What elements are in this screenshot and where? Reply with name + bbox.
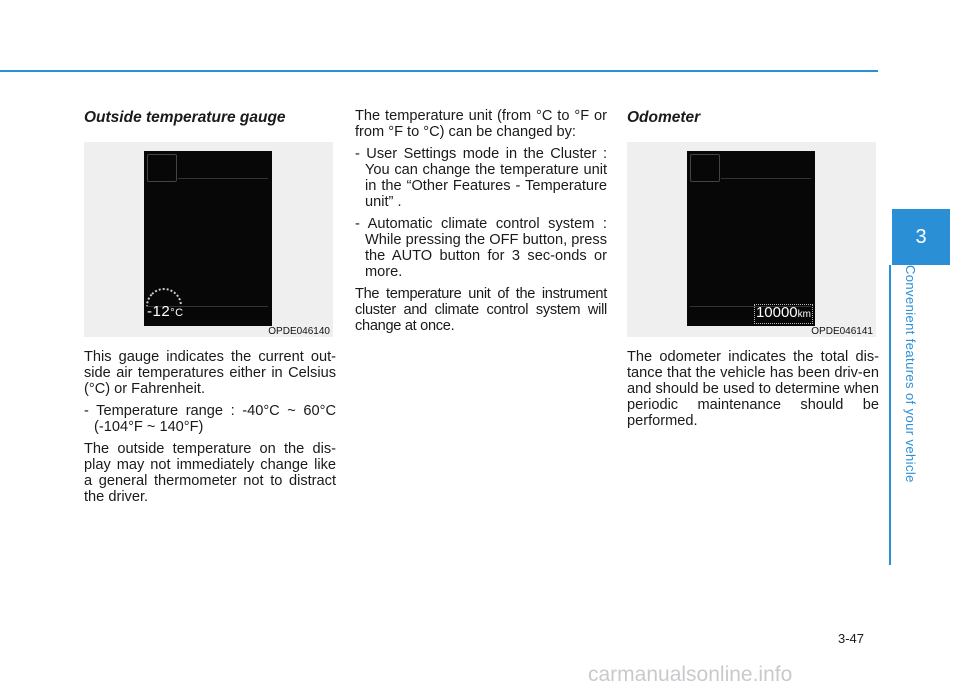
column-temperature-unit: [355, 108, 607, 340]
paragraph-unit-change-at-once: The temperature unit of the instrument cluster and climate control system will change at once.: [355, 286, 607, 334]
figure-code: OPDE046140: [268, 326, 330, 337]
figure-temperature-cluster: [84, 142, 333, 337]
paragraph-display-delay: The outside temperature on the dis-play may not immediately change like a general thermometer not to distract the driver.: [84, 441, 336, 505]
top-rule: [0, 70, 878, 72]
section-heading-outside-temperature: Outside temperature gauge: [84, 109, 286, 126]
cluster-display: [687, 151, 815, 326]
list-item-climate-control: - Automatic climate control system : While pressing the OFF button, press the AUTO button for 3 sec-onds or more.: [355, 216, 607, 280]
column-odometer: [627, 108, 879, 435]
list-item-temperature-range: - Temperature range : -40°C ~ 60°C (-104°F ~ 140°F): [84, 403, 336, 435]
page-number: 3-47: [838, 631, 865, 646]
figure-code: OPDE046141: [811, 326, 873, 337]
display-divider-top: [178, 178, 268, 179]
temperature-readout: -12°C: [147, 303, 184, 320]
display-corner-box: [147, 154, 177, 182]
section-heading-odometer: Odometer: [627, 109, 701, 126]
display-divider-top: [721, 178, 811, 179]
list-item-user-settings: - User Settings mode in the Cluster : You can change the temperature unit in the “Other Features - Temperature unit” .: [355, 146, 607, 210]
paragraph-gauge-description: This gauge indicates the current out-side air temperatures either in Celsius (°C) or Fahrenheit.: [84, 349, 336, 397]
chapter-tab: 3: [892, 209, 950, 265]
odometer-readout: 10000km: [754, 304, 813, 324]
paragraph-unit-change: The temperature unit (from °C to °F or from °F to °C) can be changed by:: [355, 108, 607, 140]
paragraph-odometer-description: The odometer indicates the total dis-tance that the vehicle has been driv-en and should be used to determine when periodic maintenance should be performed.: [627, 349, 879, 429]
watermark: carmanualsonline.info: [588, 663, 793, 686]
display-corner-box: [690, 154, 720, 182]
cluster-display: [144, 151, 272, 326]
chapter-title: Convenient features of your vehicle: [903, 265, 918, 483]
chapter-rule: [889, 265, 891, 565]
column-outside-temperature: [84, 108, 336, 511]
figure-odometer-cluster: [627, 142, 876, 337]
